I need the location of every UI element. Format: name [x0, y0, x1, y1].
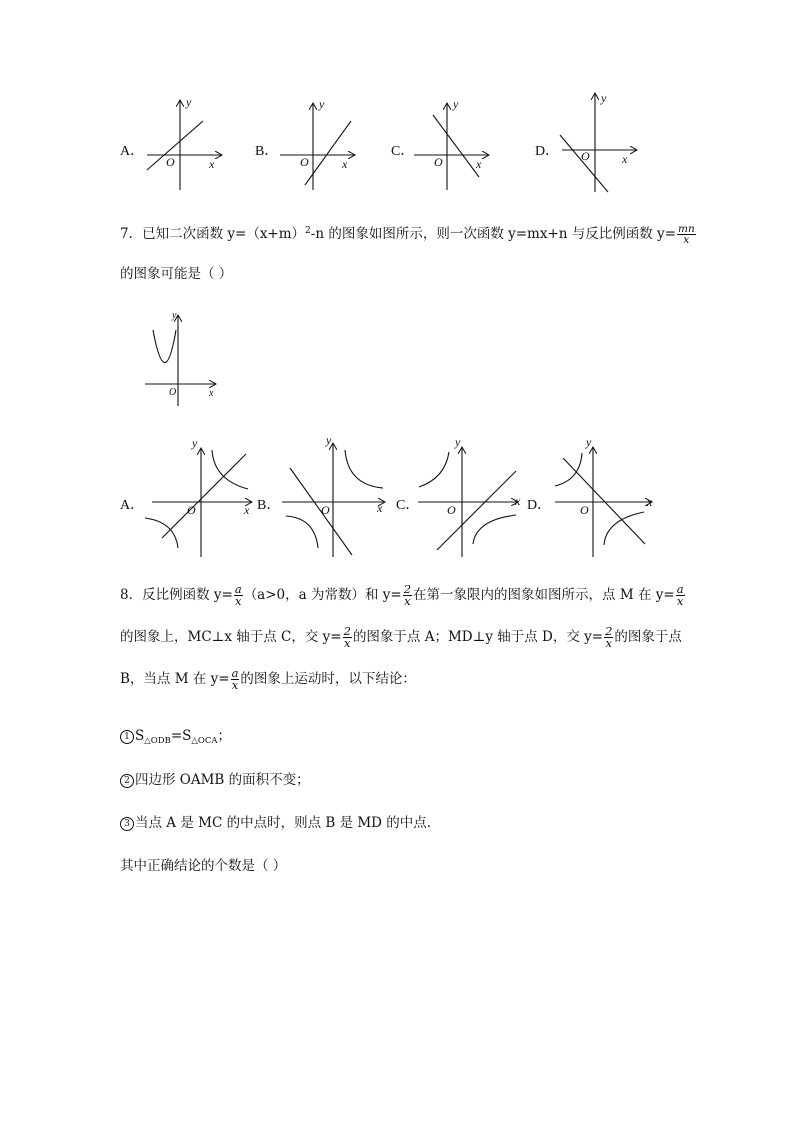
q7c-y-label: y [455, 435, 461, 449]
q6a-origin-label: O [166, 155, 175, 169]
q6d-y-label: y [601, 91, 607, 105]
q8-question-prompt: 其中正确结论的个数是（ ） [120, 858, 287, 874]
circled-1: 1 [120, 730, 134, 744]
q8-conclusion-3-text: 当点 A 是 MC 的中点时，则点 B 是 MD 的中点． [135, 815, 441, 831]
q6b-origin-label: O [300, 155, 309, 169]
q6c-x-label: x [476, 157, 482, 171]
q7a-x-label: x [244, 503, 250, 517]
q8-conclusion-3 [120, 811, 440, 831]
q8-conclusion-2 [120, 768, 310, 788]
q7-option-d: D． [527, 498, 552, 513]
q7-option-a: A． [120, 498, 145, 513]
q7-parabola-figure [145, 315, 216, 406]
q8-line-3 [120, 667, 416, 692]
q6d-origin-label: O [581, 149, 590, 163]
q7-text-1: 7．已知二次函数 y=（x+m） [120, 226, 306, 242]
q8-fraction-2-x-3: $\frac{2}{x}$ [605, 623, 613, 650]
q7a-y-label: y [192, 436, 198, 450]
q8-fraction-2-x-1: $\frac{2}{x}$ [403, 581, 412, 608]
q6a-x-label: x [209, 157, 215, 171]
q7-graph-b [282, 443, 385, 557]
q6c-origin-label: O [434, 155, 443, 169]
q8-fraction-a-x-3: $\frac{a}{x}$ [231, 665, 239, 692]
q8-fraction-a-x-2: $\frac{a}{x}$ [676, 581, 684, 608]
q8-conclusion-1: 1 $S_{\triangle ODB}=S_{\triangle OCA}$； [120, 724, 231, 746]
q7d-origin-label: O [580, 503, 589, 517]
q6-graph-b [280, 103, 355, 190]
q8-text-1a: 8．反比例函数 y= [120, 587, 233, 603]
q7-fraction-mn-x: $\frac{mn}{x}$ [678, 222, 695, 246]
q8-text-1b: （a>0，a 为常数）和 y= [243, 587, 402, 603]
q7-square: 2 [305, 226, 311, 236]
q8-fraction-2-x-2: $\frac{2}{x}$ [343, 623, 351, 650]
q7-line-2: 的图象可能是（ ） [120, 266, 233, 282]
q7b-y-label: y [326, 433, 332, 447]
q8-text-2c: 的图象于点 [614, 629, 682, 645]
q6-option-c: C． [391, 144, 415, 159]
q8-text-3a: B，当点 M 在 y= [120, 671, 230, 687]
circled-3: 3 [120, 817, 134, 831]
q7-line-1 [120, 222, 697, 246]
q7-option-b: B． [257, 498, 281, 513]
q8-fraction-a-x-1: $\frac{a}{x}$ [234, 581, 242, 608]
q8-line-2 [120, 625, 682, 650]
q7b-x-label: x [377, 501, 383, 515]
q7-graph-d [555, 447, 652, 557]
q6d-x-label: x [622, 152, 628, 166]
q8-text-1c: 在第一象限内的图象如图所示，点 M 在 y= [413, 587, 675, 603]
q6-option-b: B． [255, 144, 279, 159]
q6a-y-label: y [186, 95, 192, 109]
q6-graph-a [147, 100, 222, 190]
q7-text-1b: -n 的图象如图所示，则一次函数 y=mx+n 与反比例函数 y= [310, 226, 676, 242]
q7c-x-label: x [515, 494, 521, 508]
q7-graph-a [145, 448, 252, 557]
q6-option-a: A． [120, 144, 145, 159]
q8-text-3b: 的图象上运动时，以下结论： [240, 671, 416, 687]
q7d-x-label: x [647, 495, 653, 509]
q7a-origin-label: O [187, 503, 196, 517]
q6b-x-label: x [342, 157, 348, 171]
q6-graph-d [560, 93, 637, 192]
q7b-origin-label: O [321, 503, 330, 517]
q6b-y-label: y [319, 97, 325, 111]
q7-parabola-y-label: y [172, 310, 177, 321]
circled-2: 2 [120, 774, 134, 788]
q6-option-d: D． [535, 144, 560, 159]
q7-parabola-origin-label: O [169, 387, 177, 398]
q8-conclusion-2-text: 四边形 OAMB 的面积不变； [135, 772, 310, 788]
q7-option-c: C． [396, 498, 420, 513]
q7c-origin-label: O [447, 503, 456, 517]
q8-line-1 [120, 583, 686, 608]
q8-text-2b: 的图象于点 A；MD⊥y 轴于点 D，交 y= [352, 629, 604, 645]
q8-text-2a: 的图象上，MC⊥x 轴于点 C，交 y= [120, 629, 342, 645]
q6-graph-c [414, 103, 489, 190]
q7-parabola-x-label: x [209, 388, 214, 399]
q7-graph-c [418, 447, 518, 557]
q7d-y-label: y [586, 435, 592, 449]
q6c-y-label: y [453, 97, 459, 111]
